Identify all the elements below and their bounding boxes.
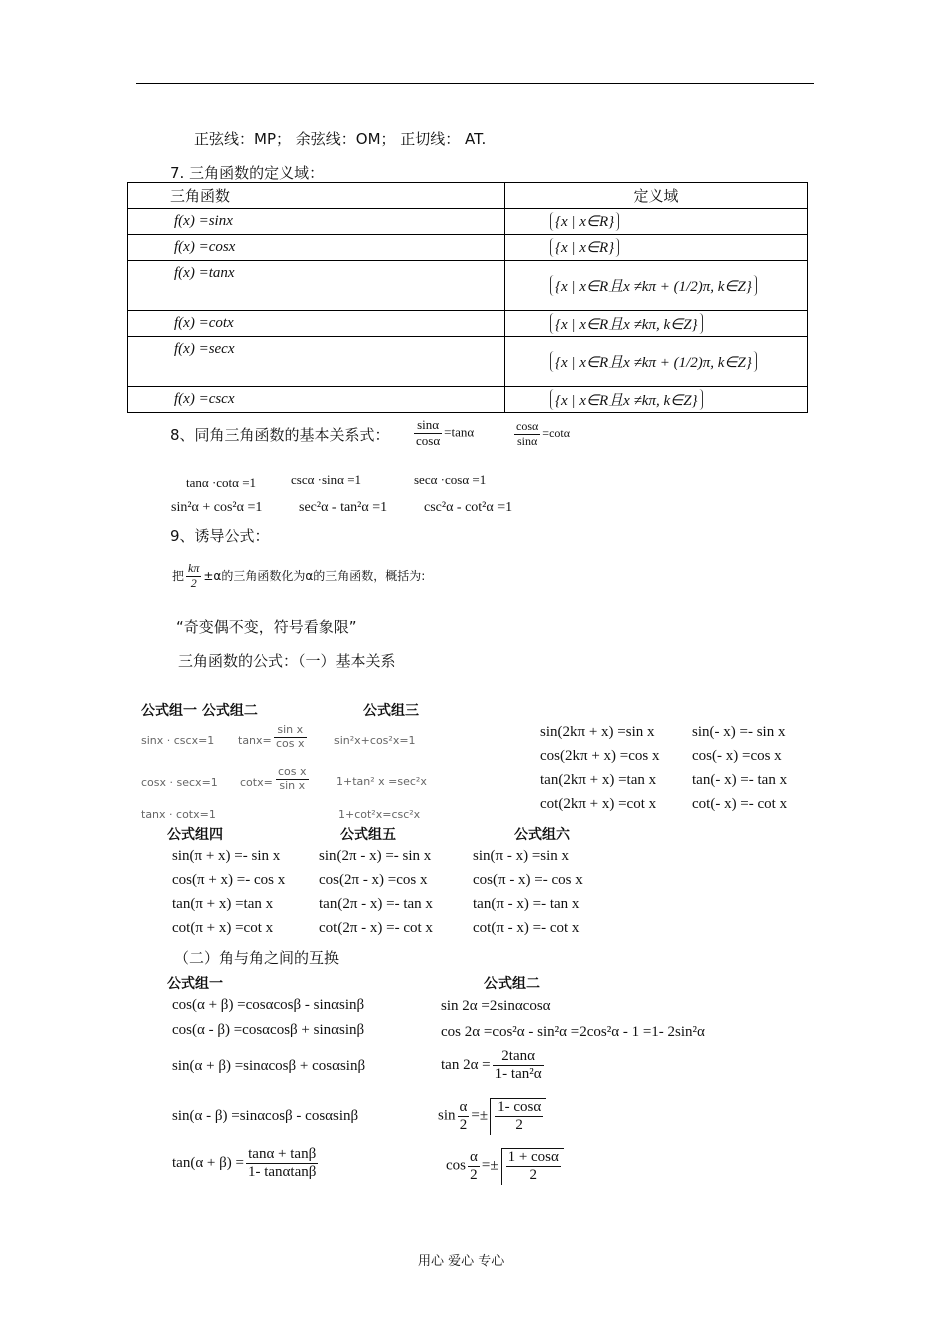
section-7-title: 7. 三角函数的定义域： (170, 164, 325, 182)
group5-formula: cos(2π - x) =cos x (319, 872, 428, 888)
sqrt-radical (501, 1148, 564, 1185)
frac-den: 1- tan²α (494, 1066, 542, 1083)
header-func: 三角函数 (128, 183, 505, 209)
frac-den: 2 (529, 1167, 537, 1184)
frac-den: 2 (459, 1116, 468, 1133)
group3-formula: cot(- x) =- cot x (692, 796, 788, 812)
group4-formula: cos(π + x) =- cos x (172, 872, 286, 888)
gray-frac (272, 724, 309, 750)
frac-rhs: =cotα (542, 426, 571, 441)
frac-den: 2 (515, 1117, 523, 1134)
group-5-label: 公式组五 (340, 827, 396, 843)
section-9-title: 9、诱导公式： (170, 527, 270, 545)
frac-num: sinα (414, 418, 442, 434)
page-footer: 用心 爱心 专心 (418, 1254, 505, 1269)
header-domain: 定义域 (505, 183, 808, 209)
func-cell: f(x) =cotx (128, 311, 505, 337)
group4-formula: tan(π + x) =tan x (172, 896, 274, 912)
domain-cell: {x | x∈R} (550, 212, 619, 231)
func-cell: f(x) =cosx (128, 235, 505, 261)
section-8-title: 8、同角三角函数的基本关系式： (170, 426, 390, 444)
rule-suffix: ±α的三角函数化为α的三角函数，概括为: (203, 568, 426, 583)
cot-quotient (512, 420, 570, 449)
domain-cell: {x | x∈R且x ≠kπ, k∈Z} (550, 389, 703, 410)
half-mid: =± (481, 1157, 499, 1174)
group-4-label: 公式组四 (167, 827, 223, 843)
group3-formula: sin(2kπ + x) =sin x (540, 724, 655, 740)
tan-double-lhs: tan 2α = (441, 1057, 491, 1074)
part2-group-2-label: 公式组二 (484, 976, 540, 992)
sin-half-formula (438, 1098, 546, 1135)
gray-formula: 1+cot²x=csc²x (338, 808, 421, 821)
cos-half-formula (446, 1148, 564, 1185)
cos-sum-formula: cos(α + β) =cosαcosβ - sinαsinβ (172, 997, 365, 1013)
group-6-label: 公式组六 (514, 827, 570, 843)
group6-formula: tan(π - x) =- tan x (473, 896, 580, 912)
domain-cell: {x | x∈R} (550, 238, 619, 257)
frac-num: sin x (274, 724, 307, 738)
group3-formula: cot(2kπ + x) =cot x (540, 796, 657, 812)
half-mid: =± (471, 1107, 489, 1124)
domain-table (127, 182, 808, 413)
table-row (128, 387, 808, 413)
func-cell: f(x) =sinx (128, 209, 505, 235)
group3-formula: cos(2kπ + x) =cos x (540, 748, 660, 764)
induction-rule (172, 562, 425, 591)
frac-den: 2 (190, 575, 197, 590)
square-identity-1: sin²α + cos²α =1 (171, 500, 263, 515)
tan-quotient (412, 418, 474, 449)
domain-cell: {x | x∈R且x ≠kπ, k∈Z} (550, 313, 703, 334)
group3-formula: cos(- x) =cos x (692, 748, 782, 764)
square-identity-3: csc²α - cot²α =1 (424, 500, 513, 515)
func-cell: f(x) =cscx (128, 387, 505, 413)
table-row (128, 261, 808, 311)
group3-formula: tan(2kπ + x) =tan x (540, 772, 657, 788)
tan-sum-formula (172, 1146, 320, 1182)
gray-formula: tanx · cotx=1 (141, 808, 216, 821)
table-row (128, 311, 808, 337)
group6-formula: cot(π - x) =- cot x (473, 920, 580, 936)
formula-title: 三角函数的公式：（一）基本关系 (178, 652, 396, 670)
half-lhs: cos (446, 1157, 466, 1174)
frac-den: sin x (279, 778, 306, 792)
gray-formula: tanx= (238, 734, 272, 747)
rule-prefix: 把 (172, 568, 185, 583)
product-identity-3: secα ·cosα =1 (414, 472, 487, 487)
domain-cell: {x | x∈R且x ≠kπ + (1/2)π, k∈Z} (550, 275, 757, 296)
group5-formula: tan(2π - x) =- tan x (319, 896, 433, 912)
frac-num: cosα (516, 419, 539, 433)
cos-diff-formula: cos(α - β) =cosαcosβ + sinαsinβ (172, 1022, 365, 1038)
tan-sum-lhs: tan(α + β) = (172, 1155, 244, 1172)
gray-formula: sin²x+cos²x=1 (334, 734, 416, 747)
frac-den: cos x (276, 736, 305, 750)
header-rule (136, 83, 814, 84)
group4-formula: sin(π + x) =- sin x (172, 848, 281, 864)
part2-group-1-label: 公式组一 (167, 976, 223, 992)
frac-num: α (458, 1099, 470, 1117)
table-row (128, 209, 808, 235)
gray-formula: cosx · secx=1 (141, 776, 218, 789)
tan-double-formula (441, 1048, 546, 1084)
group-3-label: 公式组三 (363, 703, 419, 719)
part2-title: （二）角与角之间的互换 (174, 949, 340, 967)
table-header-row (128, 183, 808, 209)
frac-den: 1- tanαtanβ (247, 1164, 317, 1181)
gray-frac (274, 766, 311, 792)
half-lhs: sin (438, 1107, 456, 1124)
square-identity-2: sec²α - tan²α =1 (299, 500, 388, 515)
product-identity-1: tanα ·cotα =1 (186, 475, 257, 490)
gray-formula: 1+tan² x =sec²x (336, 775, 427, 788)
frac-den: 2 (470, 1166, 478, 1183)
table-row (128, 337, 808, 387)
sin-diff-formula: sin(α - β) =sinαcosβ - cosαsinβ (172, 1108, 359, 1124)
group-1-2-label: 公式组一 公式组二 (141, 703, 258, 719)
group6-formula: sin(π - x) =sin x (473, 848, 570, 864)
frac-num: α (468, 1149, 480, 1167)
group4-formula: cot(π + x) =cot x (172, 920, 274, 936)
gray-formula: sinx · cscx=1 (141, 734, 215, 747)
gray-formula: cotx= (240, 776, 273, 789)
group6-formula: cos(π - x) =- cos x (473, 872, 583, 888)
trig-lines-text: 正弦线：MP； 余弦线：OM； 正切线： AT. (194, 130, 487, 148)
func-cell: f(x) =secx (128, 337, 505, 387)
domain-cell: {x | x∈R且x ≠kπ + (1/2)π, k∈Z} (550, 351, 757, 372)
sin-double-formula: sin 2α =2sinαcosα (441, 998, 551, 1014)
frac-num: cos x (278, 765, 307, 778)
group3-formula: sin(- x) =- sin x (692, 724, 786, 740)
frac-num: tanα + tanβ (246, 1146, 318, 1164)
frac-num: 1 + cosα (506, 1149, 561, 1167)
func-cell: f(x) =tanx (128, 261, 505, 311)
frac-rhs: =tanα (444, 424, 475, 440)
group3-formula: tan(- x) =- tan x (692, 772, 788, 788)
sqrt-radical (490, 1098, 546, 1135)
product-identity-2: cscα ·sinα =1 (291, 472, 362, 487)
group5-formula: sin(2π - x) =- sin x (319, 848, 432, 864)
frac-num: 2tanα (493, 1048, 544, 1066)
frac-num: kπ (188, 561, 200, 575)
table-row (128, 235, 808, 261)
sin-sum-formula: sin(α + β) =sinαcosβ + cosαsinβ (172, 1058, 366, 1074)
mnemonic-quote: “奇变偶不变，符号看象限” (176, 618, 357, 636)
group5-formula: cot(2π - x) =- cot x (319, 920, 433, 936)
frac-den: cosα (416, 432, 441, 448)
frac-den: sinα (517, 433, 538, 448)
cos-double-formula: cos 2α =cos²α - sin²α =2cos²α - 1 =1- 2sin²α (441, 1024, 705, 1040)
frac-num: 1- cosα (495, 1099, 543, 1117)
